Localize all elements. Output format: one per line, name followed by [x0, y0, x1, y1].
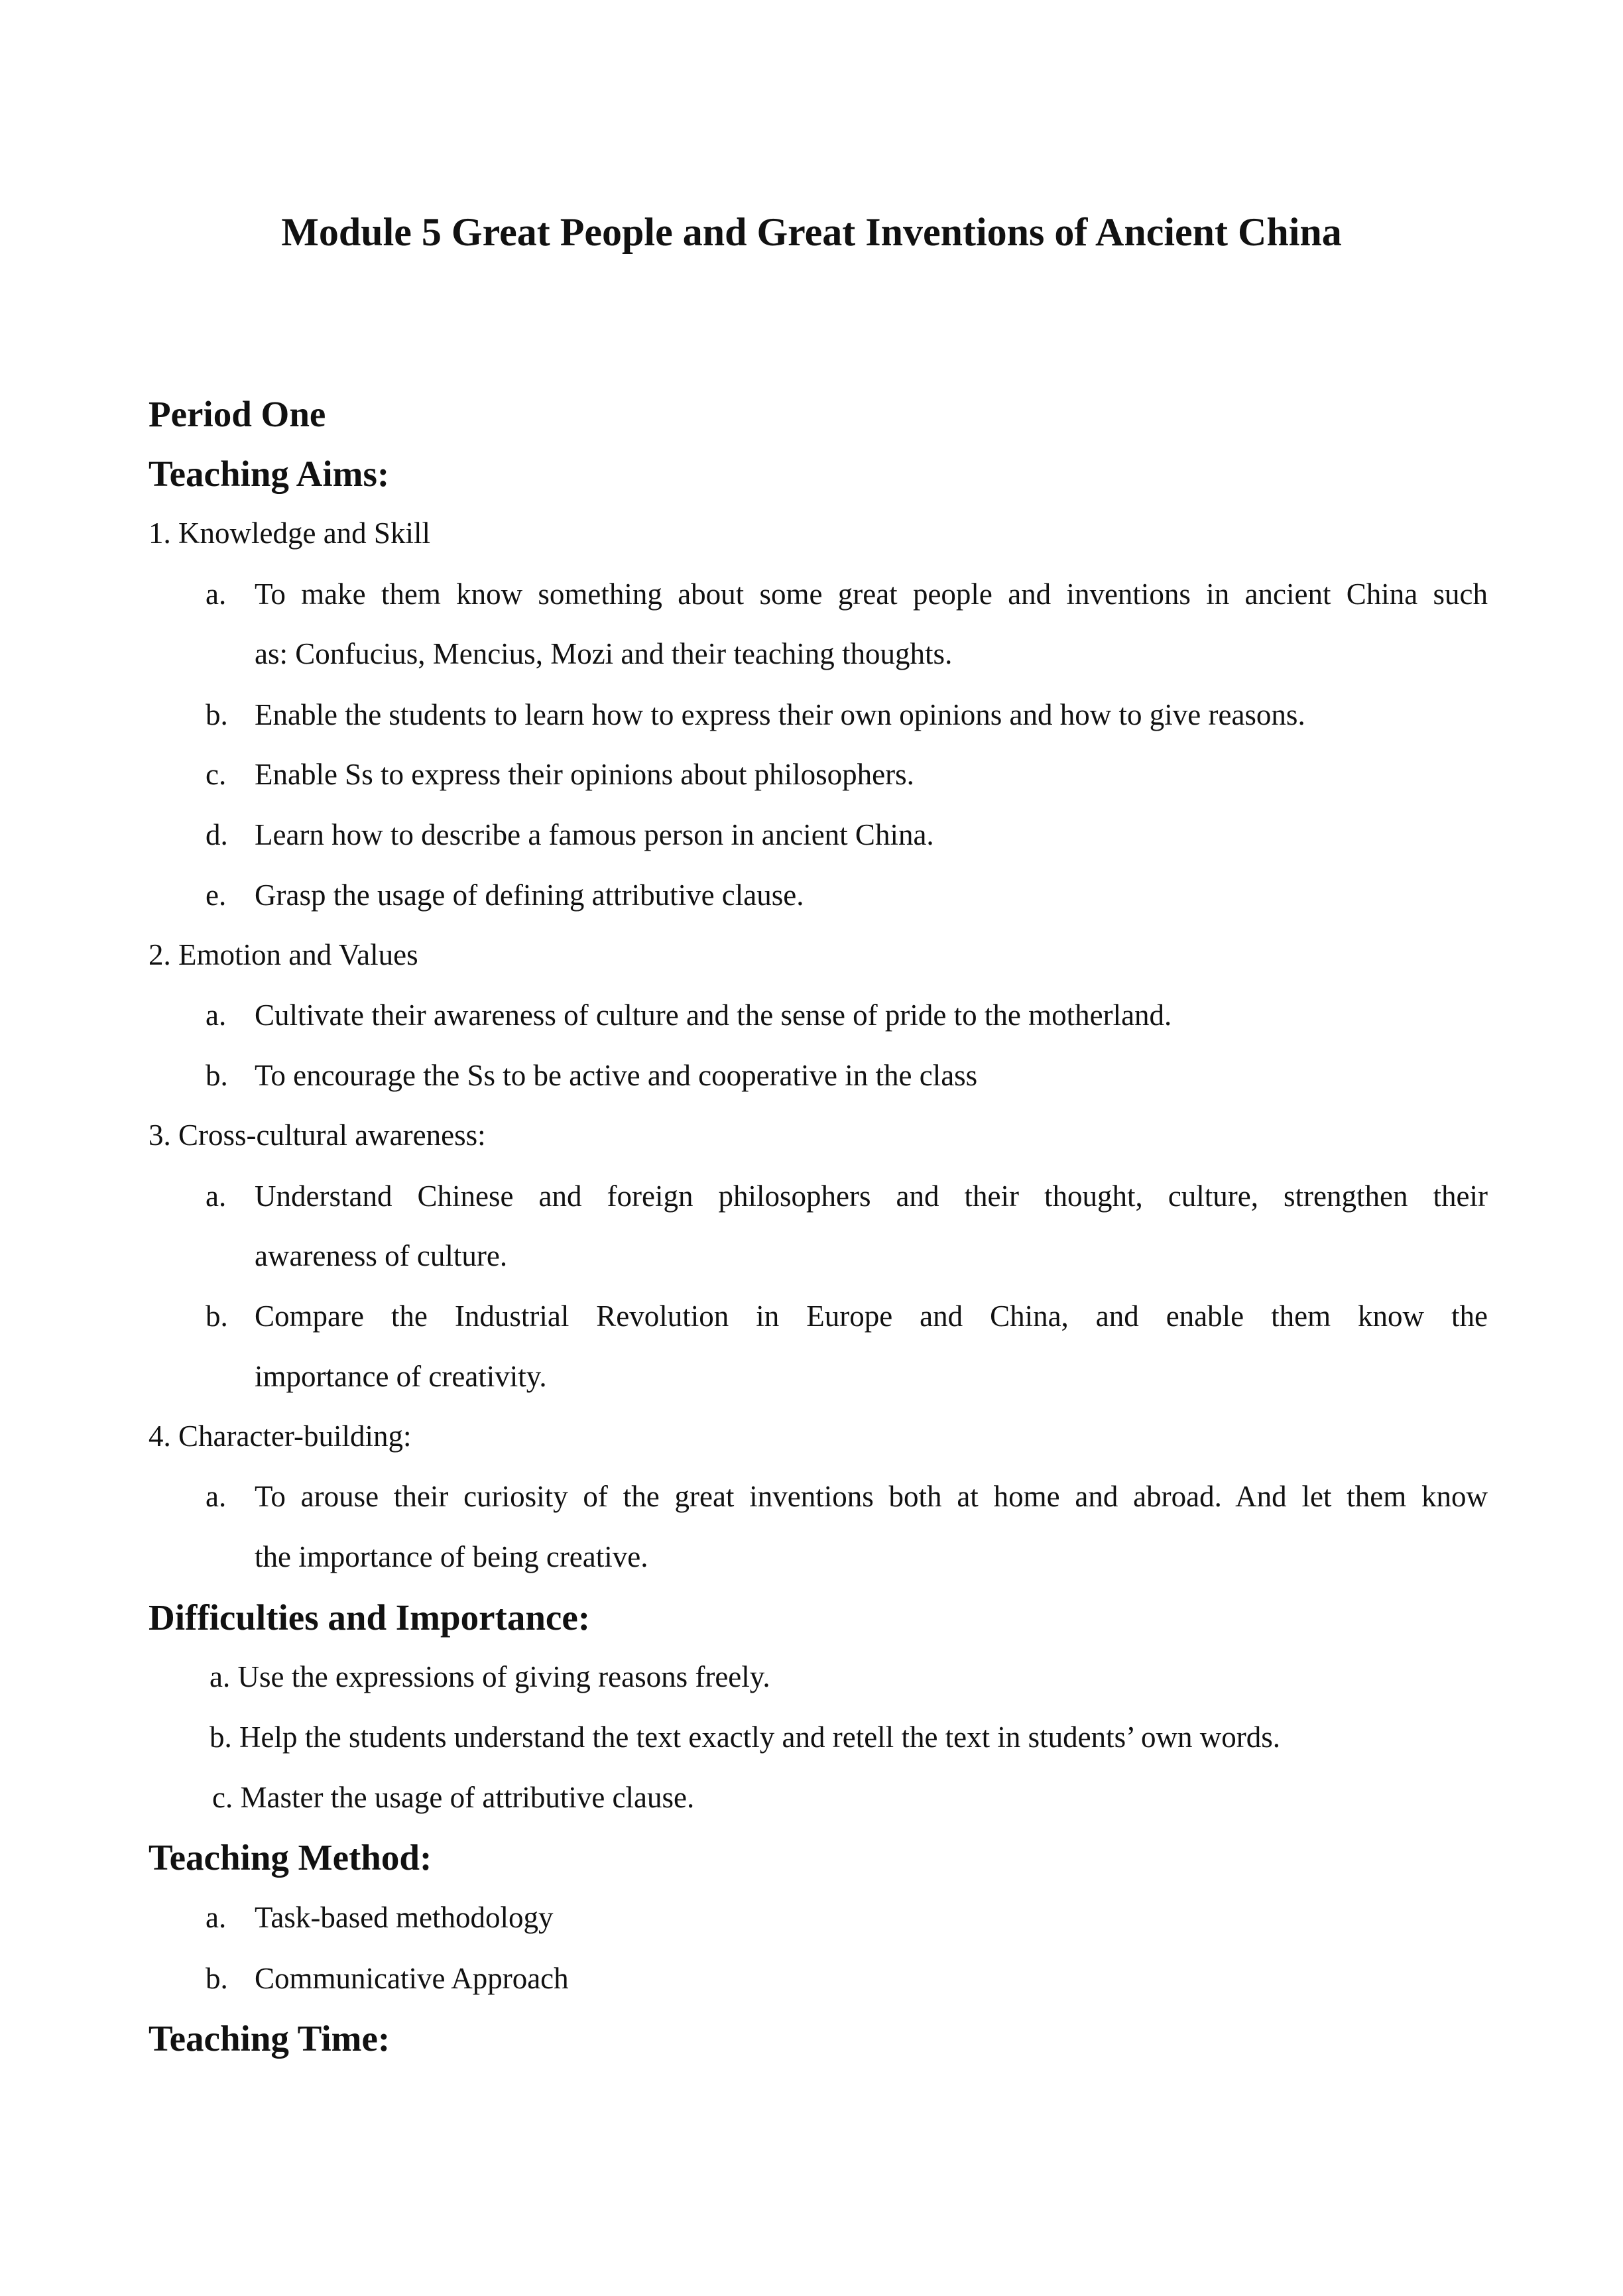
- list-marker: b.: [206, 1059, 228, 1092]
- list-item-text: a. Use the expressions of giving reasons freely.: [210, 1660, 770, 1693]
- time-heading: Teaching Time:: [149, 2018, 391, 2059]
- list-item-text: Enable Ss to express their opinions about philosophers.: [255, 758, 914, 791]
- method-heading: Teaching Method:: [149, 1837, 432, 1878]
- list-item-text: Enable the students to learn how to express their own opinions and how to give reasons.: [255, 698, 1305, 731]
- list-item-text: To encourage the Ss to be active and cooperative in the class: [255, 1059, 978, 1092]
- list-marker: a.: [206, 577, 227, 611]
- document-title: Module 5 Great People and Great Inventions of Ancient China: [281, 210, 1342, 254]
- list-item-text: Compare the Industrial Revolution in Europe and China, and enable them know the: [255, 1299, 1488, 1333]
- list-item-text: b. Help the students understand the text exactly and retell the text in students’ own words.: [210, 1721, 1281, 1754]
- list-marker: a.: [206, 1901, 227, 1934]
- list-item-text: Communicative Approach: [255, 1962, 569, 1995]
- list-marker: b.: [206, 1962, 228, 1995]
- section-label: 1. Knowledge and Skill: [149, 516, 430, 550]
- list-marker: c.: [206, 758, 227, 791]
- section-label: 4. Character-building:: [149, 1420, 412, 1453]
- difficulties-heading: Difficulties and Importance:: [149, 1597, 591, 1638]
- list-item-text: To make them know something about some great people and inventions in ancient China such: [255, 577, 1488, 611]
- list-marker: a.: [206, 1480, 227, 1513]
- teaching-aims-heading: Teaching Aims:: [149, 453, 390, 494]
- list-item-text: To arouse their curiosity of the great inventions both at home and abroad. And let them know: [255, 1480, 1488, 1513]
- section-label: 2. Emotion and Values: [149, 938, 418, 971]
- list-marker: e.: [206, 878, 227, 912]
- list-item-text: Learn how to describe a famous person in ancient China.: [255, 818, 934, 851]
- list-item-text: Task-based methodology: [255, 1901, 554, 1934]
- list-item-text: the importance of being creative.: [255, 1540, 648, 1573]
- list-item-text: Cultivate their awareness of culture and the sense of pride to the motherland.: [255, 998, 1172, 1032]
- list-item-text: awareness of culture.: [255, 1239, 508, 1272]
- list-item-text: c. Master the usage of attributive clause.: [212, 1781, 695, 1814]
- list-marker: a.: [206, 998, 227, 1032]
- list-marker: a.: [206, 1179, 227, 1213]
- list-item-text: Understand Chinese and foreign philosophers and their thought, culture, strengthen their: [255, 1179, 1488, 1213]
- list-item-text: as: Confucius, Mencius, Mozi and their teaching thoughts.: [255, 637, 953, 670]
- list-marker: b.: [206, 698, 228, 731]
- period-heading: Period One: [149, 394, 326, 434]
- list-item-text: Grasp the usage of defining attributive clause.: [255, 878, 804, 912]
- list-marker: b.: [206, 1299, 228, 1333]
- list-marker: d.: [206, 818, 228, 851]
- list-item-text: importance of creativity.: [255, 1360, 547, 1393]
- section-label: 3. Cross-cultural awareness:: [149, 1118, 486, 1152]
